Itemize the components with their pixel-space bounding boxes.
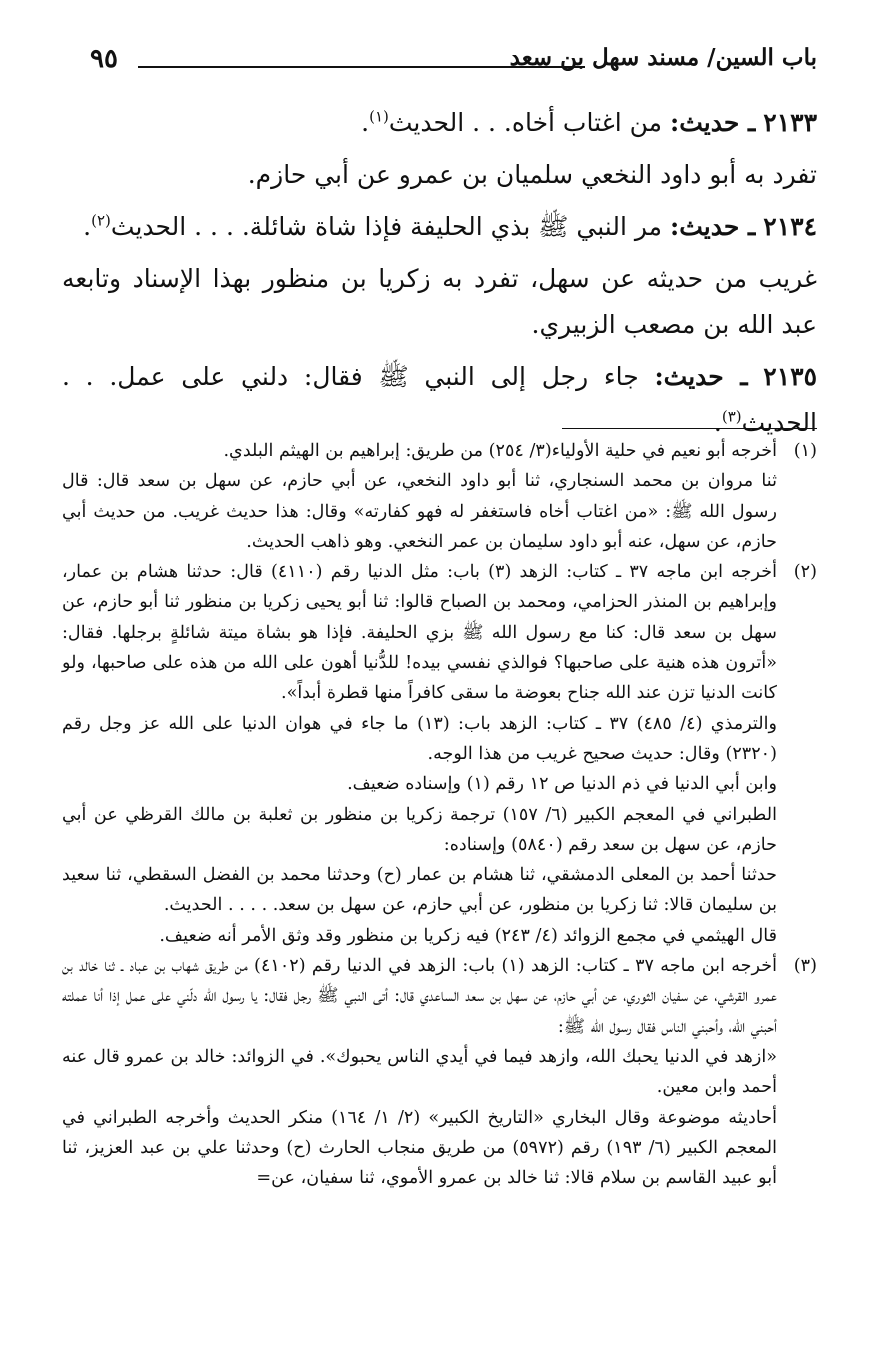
page-number: ٩٥ xyxy=(90,44,118,74)
footnote-paragraph: حدثنا أحمد بن المعلى الدمشقي، ثنا هشام بن عمار (ح) وحدثنا محمد بن الفضل السقطي، ثنا سعيد بن سليمان قالا: ثنا زكريا بن منظور، عن أبي حازم، عن سهل بن سعد. . . . . الحديث. xyxy=(62,865,777,916)
hadith-end: . xyxy=(713,408,722,437)
hadith-comment: تفرد به أبو داود النخعي سلميان بن عمرو عن أبي حازم. xyxy=(247,160,817,189)
footnotes xyxy=(62,436,817,1193)
footnote-3 xyxy=(62,951,817,1193)
hadith-label: ـ حديث: xyxy=(669,212,756,241)
footnote-paragraph: والترمذي (٤/ ٤٨٥) ٣٧ ـ كتاب: الزهد باب: (١٣) ما جاء في هوان الدنيا على الله عز وجل رقم (٢٣٢٠) وقال: حديث صحيح غريب من هذا الوجه. xyxy=(62,713,777,764)
chapter-title: باب السين/ مسند سهل بن سعد xyxy=(509,44,817,71)
hadith-entry xyxy=(62,354,817,446)
hadith-number: ٢١٣٤ xyxy=(763,212,817,241)
footnote-1 xyxy=(62,436,817,557)
footnote-paragraph: أحاديثه موضوعة وقال البخاري «التاريخ الكبير» (٢/ ١/ ١٦٤) منكر الحديث وأخرجه الطبراني في المعجم الكبير (٦/ ١٩٣) رقم (٥٩٧٢) من طريق منجاب الحارث (ح) وحدثنا علي بن عبد العزيز، ثنا أبو عبيد القاسم بن سلام قالا: ثنا خالد بن عمرو الأموي، ثنا سفيان، عن= xyxy=(62,1107,777,1189)
footnote-paragraph: «ازهد في الدنيا يحبك الله، وازهد فيما في أيدي الناس يحبوك». في الزوائد: خالد بن عمرو قال عنه أحمد وابن معين. xyxy=(62,1046,777,1098)
footnote-ref[interactable]: (٢) xyxy=(91,211,111,230)
footnote-2 xyxy=(62,557,817,951)
hadith-label: ـ حديث: xyxy=(669,108,756,137)
hadith-end: . xyxy=(83,212,92,241)
footnote-paragraph: أخرجه ابن ماجه ٣٧ ـ كتاب: الزهد (١) باب: الزهد في الدنيا رقم (٤١٠٢) من طريق شهاب بن عباد ـ ثنا خالد بن عمرو القرشي، عن سفيان الثوري، عن أبي حازم، عن سهل بن سعد الساعدي قال: أتى النبي ﷺ رجل فقال: يا رسول الله دلّني على عمل إذا أنا عملته أحبني الله، وأحبني الناس فقال رسول الله ﷺ: xyxy=(62,956,777,1037)
hadith-text: جاء رجل إلى النبي ﷺ فقال: دلني على عمل. . . الحديث xyxy=(62,362,817,437)
footnote-paragraph: أخرجه أبو نعيم في حلية الأولياء(٣/ ٢٥٤) من طريق: إبراهيم بن الهيثم البلدي. xyxy=(223,441,777,461)
running-header xyxy=(90,40,817,80)
hadith-end: . xyxy=(361,108,370,137)
hadith-text: من اغتاب أخاه. . . الحديث xyxy=(388,108,663,137)
footnote-paragraph: وابن أبي الدنيا في ذم الدنيا ص ١٢ رقم (١) وإسناده ضعيف. xyxy=(347,774,777,795)
hadith-number: ٢١٣٣ xyxy=(763,108,817,137)
footnote-ref[interactable]: (١) xyxy=(369,107,389,126)
footnote-ref[interactable]: (٣) xyxy=(721,407,742,426)
hadith-entry xyxy=(62,100,817,146)
hadith-number: ٢١٣٥ xyxy=(763,362,818,391)
main-text xyxy=(62,100,817,452)
footnote-paragraph: أخرجه ابن ماجه ٣٧ ـ كتاب: الزهد (٣) باب: مثل الدنيا رقم (٤١١٠) قال: حدثنا هشام بن عمار، وإبراهيم بن المنذر الحزامي، ومحمد بن الصباح قالوا: ثنا أبو يحيى زكريا بن منظور ثنا أبو حازم، عن سهل بن سعد قال: كنا مع رسول الله ﷺ بزي الحليفة. فإذا هو بشاة ميتة شائلةٍ برجلها. فقال: «أترون هذه هنية على صاحبها؟ فوالذي نفسي بيده! للدُّنيا أهون على الله من هذه على صاحبها، ولو كانت الدنيا تزن عند الله جناح بعوضة ما سقى كافراً منها قطرة أبداً». xyxy=(62,562,777,704)
footnote-label: (٣) xyxy=(793,956,817,977)
footnote-label: (١) xyxy=(793,441,817,461)
hadith-label: ـ حديث: xyxy=(654,362,748,391)
footnote-paragraph: الطبراني في المعجم الكبير (٦/ ١٥٧) ترجمة زكريا بن منظور بن ثعلبة بن مالك القرظي عن أبي حازم، عن سهل بن سعد رقم (٥٨٤٠) وإسناده: xyxy=(62,804,777,855)
footnote-paragraph: قال الهيثمي في مجمع الزوائد (٤/ ٢٤٣) فيه زكريا بن منظور وقد وثق الأمر أنه ضعيف. xyxy=(159,925,777,946)
hadith-text: مر النبي ﷺ بذي الحليفة فإذا شاة شائلة. . . . الحديث xyxy=(110,212,663,241)
footnote-paragraph: ثنا مروان بن محمد السنجاري، ثنا أبو داود النخعي، عن أبي حازم، عن سهل بن سعد قال: قال رسول الله ﷺ: «من اغتاب أخاه فاستغفر له فهو كفارته» وقال: هذا حديث غريب. من حديث أبي حازم، عن سهل، عنه أبو داود سليمان بن عمر النخعي. وهو ذاهب الحديث. xyxy=(62,471,777,552)
footnote-label: (٢) xyxy=(793,562,817,583)
hadith-comment: غريب من حديثه عن سهل، تفرد به زكريا بن منظور بهذا الإسناد وتابعه عبد الله بن مصعب الزبيري. xyxy=(62,264,817,339)
footnote-separator xyxy=(562,428,817,429)
hadith-entry xyxy=(62,204,817,250)
